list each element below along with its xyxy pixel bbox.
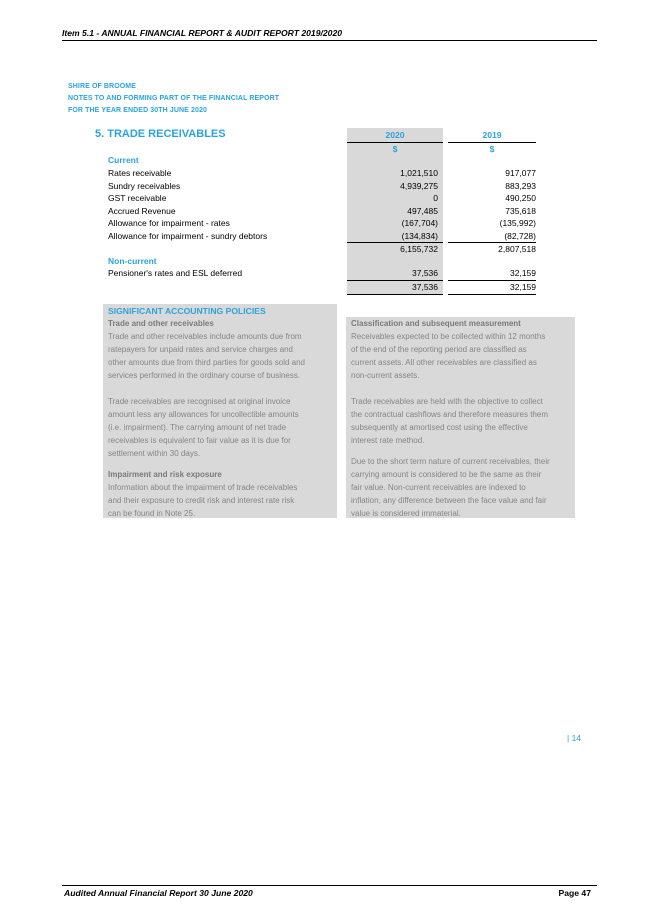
table-row bbox=[0, 192, 653, 205]
policy-line: Information about the impairment of trade receivables bbox=[108, 483, 298, 492]
policy-line: value is considered immaterial. bbox=[351, 509, 461, 518]
section-title: 5. TRADE RECEIVABLES bbox=[95, 128, 226, 140]
row-label: GST receivable bbox=[108, 193, 167, 203]
footer-rule bbox=[62, 885, 597, 886]
header-rule-2019 bbox=[448, 142, 536, 143]
currency-2019: $ bbox=[489, 144, 495, 154]
row-value-2020: 37,536 bbox=[412, 268, 438, 278]
total-underline-2020 bbox=[347, 294, 443, 295]
footer-report-title: Audited Annual Financial Report 30 June 2020 bbox=[64, 888, 253, 898]
currency-2020: $ bbox=[392, 144, 398, 154]
policy-line: non-current assets. bbox=[351, 371, 420, 380]
policy-line: receivables is equivalent to fair value as it is due for bbox=[108, 436, 291, 445]
policy-line: and their exposure to credit risk and interest rate risk bbox=[108, 496, 295, 505]
policy-line: inflation, any difference between the face value and fair bbox=[351, 496, 547, 505]
row-value-2019: (82,728) bbox=[504, 230, 536, 241]
report-subtitle: NOTES TO AND FORMING PART OF THE FINANCIAL REPORT bbox=[68, 95, 280, 102]
current-heading: Current bbox=[108, 155, 139, 165]
policy-line: (i.e. impairment). The carrying amount of net trade bbox=[108, 423, 287, 432]
table-row bbox=[0, 267, 653, 280]
row-value-2020: 497,485 bbox=[407, 205, 438, 216]
policy-line: Receivables expected to be collected within 12 months bbox=[351, 332, 546, 341]
org-block bbox=[68, 81, 279, 117]
policy-line: ratepayers for unpaid rates and service charges and bbox=[108, 345, 293, 354]
policy-line: amount less any allowances for uncollectible amounts bbox=[108, 410, 299, 419]
column-header-2020: 2020 bbox=[385, 130, 405, 140]
noncurrent-total-row bbox=[0, 281, 653, 294]
footer-page-number: Page 47 bbox=[558, 888, 591, 898]
policy-line: current assets. All other receivables are classified as bbox=[351, 358, 537, 367]
row-label: Accrued Revenue bbox=[108, 205, 176, 216]
row-value-2020: 0 bbox=[433, 193, 438, 203]
table-row bbox=[0, 180, 653, 193]
row-value-2019: 883,293 bbox=[505, 180, 536, 191]
policy-line: the contractual cashflows and therefore measures them bbox=[351, 410, 548, 419]
row-value-2019: (135,992) bbox=[499, 218, 536, 228]
row-value-2020: (167,704) bbox=[401, 218, 438, 228]
policies-title: SIGNIFICANT ACCOUNTING POLICIES bbox=[108, 306, 266, 316]
policy-line: interest rate method. bbox=[351, 436, 425, 445]
row-value-2019: 735,618 bbox=[505, 205, 536, 216]
row-value-2019: 32,159 bbox=[510, 268, 536, 278]
policy-line: can be found in Note 25. bbox=[108, 509, 196, 518]
header-title: Item 5.1 - ANNUAL FINANCIAL REPORT & AUDIT REPORT 2019/2020 bbox=[62, 28, 342, 38]
policy-line: Trade receivables are held with the objective to collect bbox=[351, 397, 543, 406]
report-period: FOR THE YEAR ENDED 30TH JUNE 2020 bbox=[68, 107, 207, 114]
column-header-2019: 2019 bbox=[482, 130, 502, 140]
table-row bbox=[0, 230, 653, 243]
policy-heading-impairment: Impairment and risk exposure bbox=[108, 470, 222, 479]
row-value-2020: (134,834) bbox=[401, 230, 438, 241]
row-label: Allowance for impairment - rates bbox=[108, 218, 230, 228]
policy-line: carrying amount is considered to be the same as their bbox=[351, 470, 542, 479]
page-header bbox=[62, 28, 597, 41]
policy-heading-classification: Classification and subsequent measurement bbox=[351, 319, 521, 328]
row-value-2020: 4,939,275 bbox=[400, 180, 438, 191]
policy-line: Trade and other receivables include amounts due from bbox=[108, 332, 302, 341]
row-value-2019: 490,250 bbox=[505, 193, 536, 203]
accounting-policies-box bbox=[103, 304, 575, 518]
noncurrent-heading: Non-current bbox=[108, 256, 157, 266]
policy-line: settlement within 30 days. bbox=[108, 449, 201, 458]
row-label: Rates receivable bbox=[108, 168, 172, 178]
policy-line: subsequently at amortised cost using the effective bbox=[351, 423, 528, 432]
current-total-2019: 2,807,518 bbox=[498, 244, 536, 254]
table-row bbox=[0, 167, 653, 180]
policy-line: Due to the short term nature of current receivables, their bbox=[351, 457, 550, 466]
policy-line: other amounts due from third parties for goods sold and bbox=[108, 358, 305, 367]
policy-heading-receivables: Trade and other receivables bbox=[108, 319, 214, 328]
current-total-row bbox=[0, 243, 653, 256]
policy-line: of the end of the reporting period are classified as bbox=[351, 345, 527, 354]
table-row bbox=[0, 205, 653, 218]
table-row bbox=[0, 217, 653, 230]
policy-line: Trade receivables are recognised at original invoice bbox=[108, 397, 291, 406]
row-label: Pensioner's rates and ESL deferred bbox=[108, 268, 243, 278]
current-total-2020: 6,155,732 bbox=[400, 244, 438, 254]
header-rule-2020 bbox=[347, 142, 443, 143]
row-label: Allowance for impairment - sundry debtors bbox=[108, 230, 268, 241]
total-underline-2019 bbox=[448, 294, 536, 295]
row-value-2019: 917,077 bbox=[505, 168, 536, 178]
row-label: Sundry receivables bbox=[108, 180, 181, 191]
noncurrent-total-2020: 37,536 bbox=[412, 282, 438, 292]
org-name: SHIRE OF BROOME bbox=[68, 83, 137, 90]
noncurrent-total-2019: 32,159 bbox=[510, 282, 536, 292]
section-page-marker: | 14 bbox=[567, 733, 582, 743]
policy-line: services performed in the ordinary course of business. bbox=[108, 371, 301, 380]
row-value-2020: 1,021,510 bbox=[400, 168, 438, 178]
policy-line: fair value. Non-current receivables are indexed to bbox=[351, 483, 526, 492]
